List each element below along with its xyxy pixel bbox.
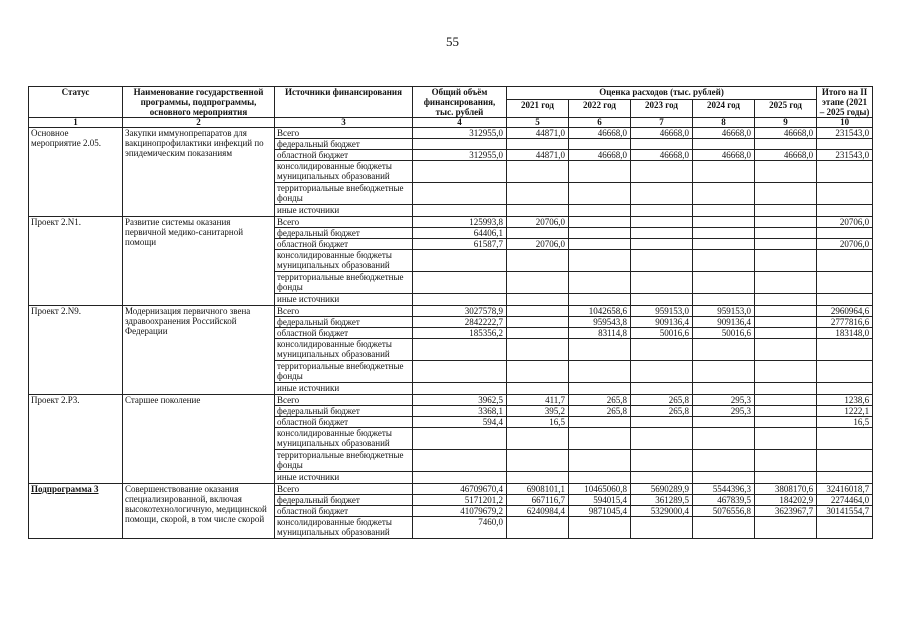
amount-stage — [817, 472, 873, 484]
amount-y2024: 909136,4 — [693, 317, 755, 328]
amount-stage: 20706,0 — [817, 217, 873, 228]
funding-source: областной бюджет — [275, 239, 413, 250]
amount-total: 46709670,4 — [413, 484, 507, 495]
amount-total — [413, 428, 507, 450]
amount-total — [413, 139, 507, 150]
amount-y2022 — [569, 383, 631, 395]
funding-source: федеральный бюджет — [275, 406, 413, 417]
funding-source: консолидированные бюджеты муниципальных образований — [275, 339, 413, 361]
column-index: 5 — [507, 118, 569, 128]
amount-y2022 — [569, 205, 631, 217]
row-name: Развитие системы оказания первичной медико-санитарной помощи — [123, 217, 275, 306]
amount-y2023 — [631, 472, 693, 484]
amount-y2022 — [569, 294, 631, 306]
amount-y2022: 959543,8 — [569, 317, 631, 328]
amount-y2024 — [693, 450, 755, 472]
page-number: 55 — [446, 34, 459, 49]
table-row — [29, 217, 873, 228]
amount-y2022 — [569, 339, 631, 361]
amount-y2021: 411,7 — [507, 395, 569, 406]
amount-y2024 — [693, 417, 755, 428]
header-year-2023: 2023 год — [631, 100, 693, 118]
header-year-2022: 2022 год — [569, 100, 631, 118]
amount-y2021: 44871,0 — [507, 150, 569, 161]
amount-y2023 — [631, 139, 693, 150]
amount-stage: 30141554,7 — [817, 506, 873, 517]
amount-stage — [817, 294, 873, 306]
table-row — [29, 128, 873, 139]
amount-y2022: 10465060,8 — [569, 484, 631, 495]
amount-y2024: 5076556,8 — [693, 506, 755, 517]
amount-y2023: 361289,5 — [631, 495, 693, 506]
amount-stage — [817, 228, 873, 239]
amount-y2024 — [693, 361, 755, 383]
amount-y2024 — [693, 239, 755, 250]
amount-y2025 — [755, 183, 817, 205]
amount-y2024: 295,3 — [693, 395, 755, 406]
funding-source: областной бюджет — [275, 506, 413, 517]
amount-y2024: 50016,6 — [693, 328, 755, 339]
amount-y2022 — [569, 239, 631, 250]
amount-y2025 — [755, 228, 817, 239]
header-year-2024: 2024 год — [693, 100, 755, 118]
amount-y2025 — [755, 395, 817, 406]
amount-y2021: 20706,0 — [507, 217, 569, 228]
column-index: 1 — [29, 118, 123, 128]
amount-stage: 16,5 — [817, 417, 873, 428]
amount-total — [413, 272, 507, 294]
funding-source: территориальные внебюджетные фонды — [275, 361, 413, 383]
row-name: Модернизация первичного звена здравоохранения Российской Федерации — [123, 306, 275, 395]
row-name: Совершенствование оказания специализированной, включая высокотехнологичную, медицинской помощи, скорой, в том числе скорой — [123, 484, 275, 539]
amount-y2022 — [569, 428, 631, 450]
funding-source: Всего — [275, 484, 413, 495]
amount-total — [413, 472, 507, 484]
table-row — [29, 306, 873, 317]
amount-y2023: 46668,0 — [631, 128, 693, 139]
row-status: Подпрограмма 3 — [29, 484, 123, 539]
amount-y2021 — [507, 317, 569, 328]
amount-y2025 — [755, 294, 817, 306]
amount-stage — [817, 250, 873, 272]
column-index: 7 — [631, 118, 693, 128]
amount-y2021 — [507, 428, 569, 450]
amount-stage — [817, 139, 873, 150]
amount-total: 3962,5 — [413, 395, 507, 406]
amount-stage — [817, 272, 873, 294]
funding-source: иные источники — [275, 294, 413, 306]
funding-source: консолидированные бюджеты муниципальных образований — [275, 517, 413, 539]
amount-y2022 — [569, 272, 631, 294]
funding-source: Всего — [275, 217, 413, 228]
column-index: 9 — [755, 118, 817, 128]
funding-source: Всего — [275, 395, 413, 406]
amount-y2023 — [631, 294, 693, 306]
funding-source: областной бюджет — [275, 417, 413, 428]
funding-source: федеральный бюджет — [275, 317, 413, 328]
amount-y2023: 5329000,4 — [631, 506, 693, 517]
column-index: 6 — [569, 118, 631, 128]
amount-y2024 — [693, 250, 755, 272]
budget-table — [28, 86, 873, 539]
amount-stage: 231543,0 — [817, 150, 873, 161]
amount-y2022 — [569, 183, 631, 205]
amount-y2025: 46668,0 — [755, 128, 817, 139]
amount-y2025 — [755, 272, 817, 294]
amount-y2024 — [693, 228, 755, 239]
amount-y2024: 5544396,3 — [693, 484, 755, 495]
column-index: 2 — [123, 118, 275, 128]
amount-y2022: 265,8 — [569, 406, 631, 417]
row-name: Закупки иммунопрепаратов для вакцинопрофилактики инфекций по эпидемическим показаниям — [123, 128, 275, 217]
amount-y2024 — [693, 428, 755, 450]
amount-total: 5171201,2 — [413, 495, 507, 506]
amount-y2022: 46668,0 — [569, 150, 631, 161]
amount-y2021 — [507, 383, 569, 395]
funding-source: Всего — [275, 306, 413, 317]
amount-y2023: 265,8 — [631, 395, 693, 406]
amount-stage — [817, 428, 873, 450]
amount-total: 3027578,9 — [413, 306, 507, 317]
amount-y2024 — [693, 161, 755, 183]
amount-y2023 — [631, 339, 693, 361]
amount-y2024: 295,3 — [693, 406, 755, 417]
amount-y2021: 6908101,1 — [507, 484, 569, 495]
amount-y2025 — [755, 417, 817, 428]
amount-y2022 — [569, 472, 631, 484]
amount-y2025: 3808170,6 — [755, 484, 817, 495]
amount-y2023 — [631, 383, 693, 395]
amount-y2022 — [569, 250, 631, 272]
table-row — [29, 395, 873, 406]
amount-y2023 — [631, 417, 693, 428]
amount-y2023 — [631, 450, 693, 472]
amount-y2025 — [755, 161, 817, 183]
amount-y2022 — [569, 517, 631, 539]
amount-y2021: 16,5 — [507, 417, 569, 428]
amount-y2025: 46668,0 — [755, 150, 817, 161]
amount-total — [413, 361, 507, 383]
amount-total: 312955,0 — [413, 128, 507, 139]
amount-y2023 — [631, 428, 693, 450]
amount-y2024 — [693, 217, 755, 228]
amount-y2025: 184202,9 — [755, 495, 817, 506]
amount-y2023: 50016,6 — [631, 328, 693, 339]
row-status: Проект 2.N9. — [29, 306, 123, 395]
amount-y2024 — [693, 339, 755, 361]
table-body — [29, 128, 873, 539]
amount-y2023 — [631, 239, 693, 250]
amount-y2025: 3623967,7 — [755, 506, 817, 517]
amount-y2024 — [693, 272, 755, 294]
header-sources: Источники финансирования — [275, 87, 413, 118]
amount-total: 41079679,2 — [413, 506, 507, 517]
column-index: 8 — [693, 118, 755, 128]
amount-total — [413, 339, 507, 361]
column-index: 3 — [275, 118, 413, 128]
amount-total — [413, 450, 507, 472]
amount-y2023 — [631, 183, 693, 205]
amount-y2024 — [693, 517, 755, 539]
amount-y2024: 46668,0 — [693, 150, 755, 161]
amount-y2025 — [755, 450, 817, 472]
funding-source: областной бюджет — [275, 150, 413, 161]
amount-y2022 — [569, 217, 631, 228]
amount-y2025 — [755, 306, 817, 317]
amount-stage: 2777816,6 — [817, 317, 873, 328]
amount-stage — [817, 361, 873, 383]
amount-y2021 — [507, 450, 569, 472]
amount-y2024 — [693, 472, 755, 484]
amount-stage: 1222,1 — [817, 406, 873, 417]
amount-total — [413, 383, 507, 395]
amount-y2022: 265,8 — [569, 395, 631, 406]
amount-total: 125993,8 — [413, 217, 507, 228]
amount-total — [413, 294, 507, 306]
amount-stage — [817, 517, 873, 539]
header-status: Статус — [29, 87, 123, 118]
amount-y2023: 5690289,9 — [631, 484, 693, 495]
amount-y2023: 46668,0 — [631, 150, 693, 161]
amount-y2023: 265,8 — [631, 406, 693, 417]
amount-y2021 — [507, 161, 569, 183]
amount-stage: 20706,0 — [817, 239, 873, 250]
amount-y2024 — [693, 139, 755, 150]
funding-source: территориальные внебюджетные фонды — [275, 183, 413, 205]
amount-y2021 — [507, 205, 569, 217]
amount-y2023 — [631, 517, 693, 539]
amount-y2021 — [507, 294, 569, 306]
amount-y2024 — [693, 183, 755, 205]
amount-stage — [817, 161, 873, 183]
amount-y2021: 6240984,4 — [507, 506, 569, 517]
amount-y2021: 667116,7 — [507, 495, 569, 506]
funding-source: территориальные внебюджетные фонды — [275, 272, 413, 294]
amount-total: 2842222,7 — [413, 317, 507, 328]
amount-y2021: 395,2 — [507, 406, 569, 417]
header-name: Наименование государственной программы, подпрограммы, основного мероприятия — [123, 87, 275, 118]
amount-y2022 — [569, 361, 631, 383]
funding-source: консолидированные бюджеты муниципальных образований — [275, 428, 413, 450]
amount-y2025 — [755, 250, 817, 272]
funding-source: иные источники — [275, 205, 413, 217]
row-status: Проект 2.P3. — [29, 395, 123, 484]
amount-y2021 — [507, 472, 569, 484]
amount-y2024: 46668,0 — [693, 128, 755, 139]
amount-y2021: 44871,0 — [507, 128, 569, 139]
amount-y2023 — [631, 228, 693, 239]
funding-source: областной бюджет — [275, 328, 413, 339]
amount-y2024 — [693, 205, 755, 217]
amount-y2025 — [755, 383, 817, 395]
funding-source: федеральный бюджет — [275, 139, 413, 150]
column-index: 4 — [413, 118, 507, 128]
amount-y2021 — [507, 361, 569, 383]
amount-y2025 — [755, 406, 817, 417]
funding-source: федеральный бюджет — [275, 495, 413, 506]
amount-total: 61587,7 — [413, 239, 507, 250]
funding-source: консолидированные бюджеты муниципальных образований — [275, 161, 413, 183]
funding-source: федеральный бюджет — [275, 228, 413, 239]
row-status: Проект 2.N1. — [29, 217, 123, 306]
amount-y2023 — [631, 161, 693, 183]
amount-y2024 — [693, 383, 755, 395]
amount-y2025 — [755, 361, 817, 383]
amount-y2025 — [755, 517, 817, 539]
amount-y2023 — [631, 217, 693, 228]
row-name: Старшее поколение — [123, 395, 275, 484]
amount-y2025 — [755, 239, 817, 250]
amount-total — [413, 205, 507, 217]
amount-y2025 — [755, 217, 817, 228]
amount-y2022 — [569, 139, 631, 150]
amount-total — [413, 183, 507, 205]
amount-y2021 — [507, 272, 569, 294]
amount-y2024: 959153,0 — [693, 306, 755, 317]
amount-y2023 — [631, 250, 693, 272]
amount-y2022: 594015,4 — [569, 495, 631, 506]
amount-y2025 — [755, 339, 817, 361]
amount-stage — [817, 339, 873, 361]
amount-stage — [817, 183, 873, 205]
amount-y2021 — [507, 306, 569, 317]
amount-stage: 2960964,6 — [817, 306, 873, 317]
amount-stage: 32416018,7 — [817, 484, 873, 495]
amount-y2022 — [569, 450, 631, 472]
amount-total: 312955,0 — [413, 150, 507, 161]
funding-source: территориальные внебюджетные фонды — [275, 450, 413, 472]
amount-y2021 — [507, 517, 569, 539]
amount-y2022: 1042658,6 — [569, 306, 631, 317]
row-status: Основное мероприятие 2.05. — [29, 128, 123, 217]
amount-y2021 — [507, 328, 569, 339]
amount-stage: 183148,0 — [817, 328, 873, 339]
amount-y2021 — [507, 183, 569, 205]
amount-stage: 1238,6 — [817, 395, 873, 406]
column-index: 10 — [817, 118, 873, 128]
header-year-2021: 2021 год — [507, 100, 569, 118]
amount-total: 3368,1 — [413, 406, 507, 417]
amount-y2024: 467839,5 — [693, 495, 755, 506]
amount-stage: 2274464,0 — [817, 495, 873, 506]
amount-y2023: 959153,0 — [631, 306, 693, 317]
header-total: Общий объём финансирования, тыс. рублей — [413, 87, 507, 118]
amount-y2025 — [755, 428, 817, 450]
amount-y2022: 9871045,4 — [569, 506, 631, 517]
amount-total — [413, 161, 507, 183]
amount-y2022 — [569, 161, 631, 183]
amount-stage: 231543,0 — [817, 128, 873, 139]
amount-y2022: 46668,0 — [569, 128, 631, 139]
amount-y2021 — [507, 250, 569, 272]
funding-source: иные источники — [275, 383, 413, 395]
amount-stage — [817, 383, 873, 395]
amount-y2021 — [507, 139, 569, 150]
amount-y2023 — [631, 361, 693, 383]
funding-source: иные источники — [275, 472, 413, 484]
amount-total: 185356,2 — [413, 328, 507, 339]
amount-y2023: 909136,4 — [631, 317, 693, 328]
funding-source: консолидированные бюджеты муниципальных образований — [275, 250, 413, 272]
amount-y2025 — [755, 472, 817, 484]
amount-total: 64406,1 — [413, 228, 507, 239]
amount-y2025 — [755, 328, 817, 339]
amount-y2025 — [755, 317, 817, 328]
amount-total: 594,4 — [413, 417, 507, 428]
amount-y2025 — [755, 205, 817, 217]
amount-y2023 — [631, 205, 693, 217]
amount-y2022: 83114,8 — [569, 328, 631, 339]
amount-y2023 — [631, 272, 693, 294]
amount-y2021 — [507, 339, 569, 361]
header-estimate: Оценка расходов (тыс. рублей) — [507, 87, 817, 100]
amount-y2022 — [569, 417, 631, 428]
amount-stage — [817, 205, 873, 217]
amount-total: 7460,0 — [413, 517, 507, 539]
amount-y2022 — [569, 228, 631, 239]
amount-y2021 — [507, 228, 569, 239]
header-year-2025: 2025 год — [755, 100, 817, 118]
header-stage-total: Итого на II этапе (2021 – 2025 годы) — [817, 87, 873, 118]
amount-y2025 — [755, 139, 817, 150]
column-index-row — [29, 118, 873, 128]
amount-y2021: 20706,0 — [507, 239, 569, 250]
amount-total — [413, 250, 507, 272]
amount-stage — [817, 450, 873, 472]
funding-source: Всего — [275, 128, 413, 139]
amount-y2024 — [693, 294, 755, 306]
table-row — [29, 484, 873, 495]
